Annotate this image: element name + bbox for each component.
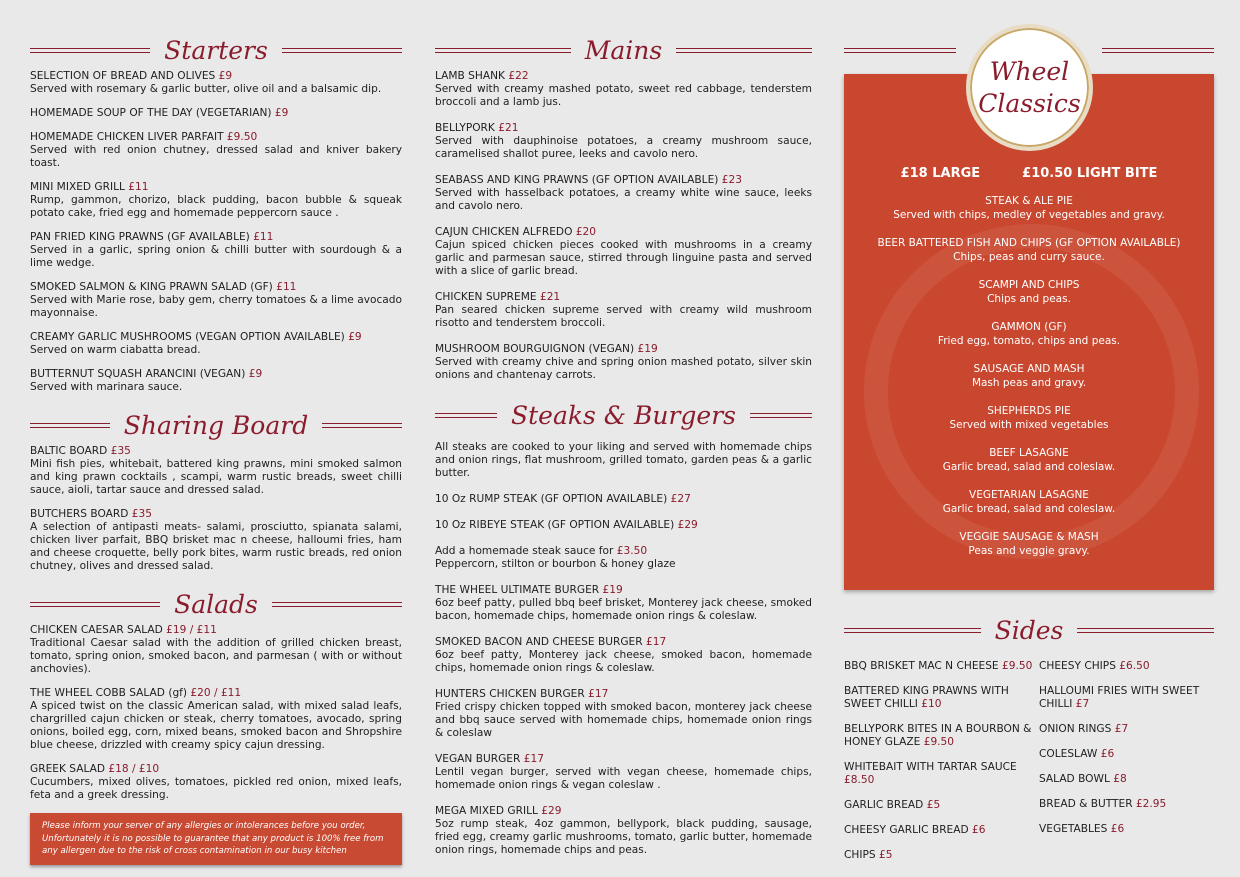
item-price: £7 xyxy=(1114,723,1129,735)
item-description: Served on warm ciabatta bread. xyxy=(30,344,201,356)
item-description: All steaks are cooked to your liking and served with homemade chips and onion rings, flat mushroom, grilled tomato, garden peas & a garlic butter. xyxy=(435,441,812,479)
item-name: HUNTERS CHICKEN BURGER xyxy=(435,688,585,700)
starters-heading xyxy=(30,30,402,70)
item-description: Pan seared chicken supreme served with creamy wild mushroom risotto and tenderstem broccoli. xyxy=(435,304,812,329)
item-price: £5 xyxy=(926,799,941,811)
item-price: £29 xyxy=(677,519,698,531)
item-title-line xyxy=(844,660,1039,673)
item-price: £9 xyxy=(274,107,289,119)
item-price: £18 / £10 xyxy=(108,763,160,775)
item-name: SMOKED SALMON & KING PRAWN SALAD (GF) xyxy=(30,281,273,293)
side-item xyxy=(844,761,1039,787)
side-item xyxy=(844,824,1039,837)
badge-line-1: Wheel xyxy=(989,56,1070,86)
item-title-line xyxy=(30,181,402,194)
mains-heading xyxy=(435,30,812,70)
item-description: Peas and veggie gravy. xyxy=(968,545,1090,557)
salads-heading xyxy=(30,584,402,624)
item-description: Fried egg, tomato, chips and peas. xyxy=(937,335,1121,347)
item-price: £17 xyxy=(645,636,667,648)
menu-item xyxy=(435,343,812,382)
item-title-line xyxy=(435,688,812,701)
item-price: £2.95 xyxy=(1135,798,1167,810)
item-title-line xyxy=(1039,660,1214,673)
item-name: BEEF LASAGNE xyxy=(989,447,1069,459)
item-price: £5 xyxy=(878,849,893,861)
item-price: £17 xyxy=(588,688,609,700)
item-price: £20 / £11 xyxy=(190,687,242,699)
item-description: Mini fish pies, whitebait, battered king prawns, mini smoked salmon and king prawn cocktails , scampi, warm rustic breads, sweet chilli sauce, aioli, tartar sauce and dressed salad. xyxy=(30,458,402,496)
menu-item xyxy=(30,107,402,120)
item-name: SELECTION OF BREAD AND OLIVES xyxy=(30,70,216,82)
item-title-line xyxy=(30,70,402,83)
item-price: £6 xyxy=(1100,748,1115,760)
item-description: Cajun spiced chicken pieces cooked with mushrooms in a creamy garlic and parmesan sauce, stirred through linguine pasta and served with a slice of garlic bread. xyxy=(435,239,812,277)
classic-item xyxy=(844,446,1214,488)
item-title-line xyxy=(30,624,402,637)
item-description: Served with creamy mashed potato, sweet red cabbage, tenderstem broccoli and a lamb jus. xyxy=(435,83,812,108)
item-name: GARLIC BREAD xyxy=(844,799,924,811)
item-price: £9.50 xyxy=(923,736,955,748)
item-title-line xyxy=(1039,723,1214,736)
item-price: £11 xyxy=(128,181,149,193)
item-name: CHIPS xyxy=(844,849,876,861)
right-column xyxy=(844,30,1214,861)
item-name: 10 Oz RUMP STEAK (GF OPTION AVAILABLE) xyxy=(435,493,668,505)
price-large: £18 LARGE xyxy=(900,166,981,181)
item-price: £9 xyxy=(348,331,362,343)
menu-item xyxy=(30,687,402,752)
item-description: Served with red onion chutney, dressed salad and kniver bakery toast. xyxy=(30,144,402,169)
side-item xyxy=(844,849,1039,862)
classic-item xyxy=(844,488,1214,530)
item-price: £35 xyxy=(131,508,152,520)
item-title-line xyxy=(844,685,1039,711)
item-name: PAN FRIED KING PRAWNS (GF AVAILABLE) xyxy=(30,231,250,243)
item-title-line xyxy=(435,805,812,818)
item-title-line xyxy=(1039,823,1214,836)
classic-item xyxy=(844,530,1214,572)
item-price: £3.50 xyxy=(616,545,648,557)
classic-item xyxy=(844,194,1214,236)
item-title-line xyxy=(435,584,812,597)
section-title: Sides xyxy=(994,615,1064,645)
item-name: SAUSAGE AND MASH xyxy=(973,363,1085,375)
item-description: Peppercorn, stilton or bourbon & honey glaze xyxy=(435,558,676,570)
item-description: Served in a garlic, spring onion & chilli butter with sourdough & a lime wedge. xyxy=(30,244,402,269)
item-title-line xyxy=(30,445,402,458)
steaks-heading xyxy=(435,395,812,435)
item-name: BEER BATTERED FISH AND CHIPS (GF OPTION AVAILABLE) xyxy=(877,237,1181,249)
section-title: Starters xyxy=(164,35,268,65)
menu-item xyxy=(435,291,812,330)
menu-item xyxy=(30,445,402,497)
item-title-line xyxy=(30,131,402,144)
item-title-line xyxy=(435,70,812,83)
side-item xyxy=(844,799,1039,812)
side-item xyxy=(1039,823,1214,836)
item-title-line xyxy=(30,107,402,120)
item-name: BBQ BRISKET MAC N CHEESE xyxy=(844,660,999,672)
item-name: BALTIC BOARD xyxy=(30,445,108,457)
item-title-line xyxy=(435,174,812,187)
heading-rule xyxy=(844,48,956,53)
menu-item xyxy=(435,493,812,506)
menu-item xyxy=(30,624,402,676)
menu-item xyxy=(435,70,812,109)
item-price: £19 / £11 xyxy=(166,624,217,636)
item-name: Add a homemade steak sauce for xyxy=(435,545,614,557)
item-price: £9 xyxy=(248,368,263,380)
steaks-intro xyxy=(435,441,812,480)
item-price: £35 xyxy=(110,445,131,457)
item-name: BELLYPORK BITES IN A BOURBON & HONEY GLAZE xyxy=(844,723,1032,748)
menu-item xyxy=(30,131,402,170)
item-name: THE WHEEL COBB SALAD (gf) xyxy=(30,687,188,699)
item-title-line xyxy=(435,636,812,649)
price-light-bite: £10.50 LIGHT BITE xyxy=(1022,166,1158,181)
item-title-line xyxy=(30,231,402,244)
item-description: A selection of antipasti meats- salami, prosciutto, spianata salami, chicken liver parfait, BBQ brisket mac n cheese, halloumi fries, ham and cheese croquette, belly pork bites, warm rustic breads, red onion chutney, olives and dressed salad. xyxy=(30,521,402,572)
item-title-line xyxy=(435,493,812,506)
item-name: CREAMY GARLIC MUSHROOMS (VEGAN OPTION AVAILABLE) xyxy=(30,331,345,343)
menu-item xyxy=(30,181,402,220)
item-price: £10 xyxy=(921,698,942,710)
item-price: £11 xyxy=(253,231,274,243)
item-title-line xyxy=(30,687,402,700)
sides-right-list xyxy=(1039,660,1214,874)
item-description: Served with rosemary & garlic butter, olive oil and a balsamic dip. xyxy=(30,83,382,95)
heading-rule xyxy=(30,602,160,607)
item-name: CHICKEN SUPREME xyxy=(435,291,537,303)
item-description: 6oz beef patty, Monterey jack cheese, smoked bacon, homemade chips, homemade onion rings & coleslaw. xyxy=(435,649,812,674)
item-price: £6.50 xyxy=(1119,660,1150,672)
classic-item xyxy=(844,320,1214,362)
item-description: Cucumbers, mixed olives, tomatoes, pickled red onion, mixed leafs, feta and a greek dressing. xyxy=(30,776,402,801)
item-price: £27 xyxy=(670,493,691,505)
heading-rule xyxy=(676,48,812,53)
classic-item xyxy=(844,404,1214,446)
item-name: BUTTERNUT SQUASH ARANCINI (VEGAN) xyxy=(30,368,246,380)
item-description: 5oz rump steak, 4oz gammon, bellypork, black pudding, sausage, fried egg, creamy garlic mushrooms, tomato, garlic butter, homemade onion rings, homemade chips and peas. xyxy=(435,818,812,856)
item-price: £29 xyxy=(541,805,562,817)
item-name: BATTERED KING PRAWNS WITH SWEET CHILLI xyxy=(844,685,1009,710)
item-title-line xyxy=(435,545,812,558)
item-title-line xyxy=(1039,798,1214,811)
menu-item xyxy=(435,636,812,675)
heading-rule xyxy=(272,602,402,607)
item-name: GAMMON (GF) xyxy=(991,321,1067,333)
sharing-heading xyxy=(30,405,402,445)
section-title: Salads xyxy=(174,589,258,619)
menu-item xyxy=(435,584,812,623)
item-title-line xyxy=(1039,773,1214,786)
sides-left-list xyxy=(844,660,1039,874)
side-item xyxy=(1039,723,1214,736)
item-price: £19 xyxy=(637,343,658,355)
item-title-line xyxy=(1039,685,1214,711)
item-description: 6oz beef patty, pulled bbq beef brisket, Monterey jack cheese, smoked bacon, homemade chips, homemade onion rings & coleslaw. xyxy=(435,597,812,622)
item-name: ONION RINGS xyxy=(1039,723,1112,735)
left-column xyxy=(30,30,402,865)
item-title-line xyxy=(435,291,812,304)
item-title-line xyxy=(844,849,1039,862)
item-description: Served with chips, medley of vegetables and gravy. xyxy=(893,209,1165,221)
starters-list xyxy=(30,70,402,394)
item-price: £20 xyxy=(575,226,597,238)
item-title-line xyxy=(30,763,402,776)
item-name: SALAD BOWL xyxy=(1039,773,1110,785)
classics-list xyxy=(844,194,1214,572)
item-price: £17 xyxy=(523,753,544,765)
item-description: Served with mixed vegetables xyxy=(949,419,1109,431)
section-title: Steaks & Burgers xyxy=(511,400,736,430)
menu-item xyxy=(30,508,402,573)
side-item xyxy=(1039,748,1214,761)
item-price: £22 xyxy=(508,70,529,82)
item-name: COLESLAW xyxy=(1039,748,1098,760)
item-price: £9.50 xyxy=(226,131,258,143)
item-name: STEAK & ALE PIE xyxy=(985,195,1073,207)
menu-item xyxy=(30,231,402,270)
item-name: SHEPHERDS PIE xyxy=(987,405,1071,417)
menu-item xyxy=(435,226,812,278)
classic-item xyxy=(844,362,1214,404)
menu-item xyxy=(435,519,812,532)
item-title-line xyxy=(435,122,812,135)
item-price: £19 xyxy=(602,584,623,596)
item-description: Mash peas and gravy. xyxy=(971,377,1087,389)
allergy-notice: Please inform your server of any allergies or intolerances before you order, Unfortunately it is no possible to guarantee that any product is 100% free from any allergen due to the risk of cross contamination in our busy kitchen xyxy=(30,813,402,865)
item-title-line xyxy=(1039,748,1214,761)
menu-item xyxy=(435,753,812,792)
sharing-list xyxy=(30,445,402,573)
heading-rule xyxy=(30,423,110,428)
item-price: £9.50 xyxy=(1002,660,1033,672)
item-title-line xyxy=(30,281,402,294)
salads-list xyxy=(30,624,402,802)
heading-rule xyxy=(435,48,571,53)
item-description: Served with dauphinoise potatoes, a creamy mushroom sauce, caramelised shallot puree, leeks and cavolo nero. xyxy=(435,135,812,160)
menu-item xyxy=(435,545,812,571)
item-name: THE WHEEL ULTIMATE BURGER xyxy=(435,584,600,596)
sides-section xyxy=(844,610,1214,874)
item-title-line xyxy=(844,761,1039,787)
item-name: HALLOUMI FRIES WITH SWEET CHILLI xyxy=(1039,685,1200,710)
heading-rule xyxy=(30,48,150,53)
item-description: Served with creamy chive and spring onion mashed potato, silver skin onions and chantenay carrots. xyxy=(435,356,812,381)
item-description: Lentil vegan burger, served with vegan cheese, homemade chips, homemade onion rings & vegan coleslaw . xyxy=(435,766,812,791)
side-item xyxy=(844,685,1039,711)
item-name: VEGGIE SAUSAGE & MASH xyxy=(959,531,1099,543)
item-title-line xyxy=(844,824,1039,837)
classic-item xyxy=(844,278,1214,320)
wheel-classics-panel xyxy=(844,74,1214,590)
side-item xyxy=(1039,798,1214,811)
item-title-line xyxy=(435,343,812,356)
side-item xyxy=(1039,660,1214,673)
menu-item xyxy=(435,688,812,740)
item-price: £8.50 xyxy=(844,774,875,786)
heading-rule xyxy=(750,413,812,418)
item-description: Served with marinara sauce. xyxy=(30,381,183,393)
item-title-line xyxy=(30,368,402,381)
sides-heading xyxy=(844,610,1214,650)
item-name: GREEK SALAD xyxy=(30,763,105,775)
item-title-line xyxy=(435,753,812,766)
item-name: CHEESY CHIPS xyxy=(1039,660,1116,672)
item-price: £21 xyxy=(539,291,561,303)
item-price: £9 xyxy=(218,70,233,82)
item-name: MEGA MIXED GRILL xyxy=(435,805,538,817)
heading-rule xyxy=(435,413,497,418)
middle-column xyxy=(435,30,812,870)
item-price: £23 xyxy=(721,174,743,186)
item-name: SEABASS AND KING PRAWNS (GF OPTION AVAILABLE) xyxy=(435,174,719,186)
menu-item xyxy=(30,763,402,802)
item-title-line xyxy=(30,508,402,521)
side-item xyxy=(1039,773,1214,786)
section-title: Mains xyxy=(584,35,663,65)
menu-item xyxy=(30,331,402,357)
item-description: Chips, peas and curry sauce. xyxy=(953,251,1105,263)
item-price: £6 xyxy=(972,824,986,836)
item-description: A spiced twist on the classic American salad, with mixed salad leafs, chargrilled cajun chicken or steak, cherry tomatoes, avocado, spring onions, boiled egg, corn, mixed beans, smoked bacon and Shropshire blue cheese, drizzled with creamy spicy cajun dressing. xyxy=(30,700,402,751)
item-name: CHEESY GARLIC BREAD xyxy=(844,824,969,836)
item-price: £7 xyxy=(1075,698,1090,710)
item-name: LAMB SHANK xyxy=(435,70,505,82)
steaks-list xyxy=(435,493,812,857)
classic-item xyxy=(844,236,1214,278)
item-description: Served with hasselback potatoes, a creamy white wine sauce, leeks and cavolo nero. xyxy=(435,187,812,212)
menu-item xyxy=(435,174,812,213)
item-name: BUTCHERS BOARD xyxy=(30,508,129,520)
badge-line-2: Classics xyxy=(978,88,1081,118)
menu-item xyxy=(30,70,402,96)
item-name: CAJUN CHICKEN ALFREDO xyxy=(435,226,573,238)
item-name: SCAMPI AND CHIPS xyxy=(978,279,1080,291)
menu-item xyxy=(30,281,402,320)
item-price: £6 xyxy=(1110,823,1125,835)
heading-rule xyxy=(844,628,981,633)
heading-rule xyxy=(282,48,402,53)
item-title-line xyxy=(30,331,402,344)
item-price: £8 xyxy=(1113,773,1127,785)
item-name: BELLYPORK xyxy=(435,122,495,134)
item-name: VEGAN BURGER xyxy=(435,753,521,765)
side-item xyxy=(844,660,1039,673)
sides-grid xyxy=(844,660,1214,874)
item-title-line xyxy=(844,799,1039,812)
item-name: VEGETARIAN LASAGNE xyxy=(969,489,1089,501)
heading-rule xyxy=(322,423,402,428)
heading-rule xyxy=(1102,48,1214,53)
item-name: HOMEMADE CHICKEN LIVER PARFAIT xyxy=(30,131,224,143)
item-title-line xyxy=(844,723,1039,749)
heading-rule xyxy=(1077,628,1214,633)
side-item xyxy=(1039,685,1214,711)
item-description: Garlic bread, salad and coleslaw. xyxy=(942,461,1116,473)
classics-prices xyxy=(844,166,1214,181)
item-name: MUSHROOM BOURGUIGNON (VEGAN) xyxy=(435,343,635,355)
item-description: Garlic bread, salad and coleslaw. xyxy=(942,503,1116,515)
item-description: Traditional Caesar salad with the addition of grilled chicken breast, tomato, spring onion, smoked bacon, and parmesan ( with or without anchovies). xyxy=(30,637,402,675)
menu-item xyxy=(435,122,812,161)
item-description: Served with Marie rose, baby gem, cherry tomatoes & a lime avocado mayonnaise. xyxy=(30,294,402,319)
item-name: MINI MIXED GRILL xyxy=(30,181,125,193)
item-price: £21 xyxy=(498,122,519,134)
item-name: CHICKEN CAESAR SALAD xyxy=(30,624,163,636)
item-description: Chips and peas. xyxy=(987,293,1071,305)
item-name: WHITEBAIT WITH TARTAR SAUCE xyxy=(844,761,1017,773)
wheel-classics-badge xyxy=(966,24,1093,151)
item-name: HOMEMADE SOUP OF THE DAY (VEGETARIAN) xyxy=(30,107,272,119)
item-name: VEGETABLES xyxy=(1039,823,1108,835)
section-title: Sharing Board xyxy=(123,410,309,440)
item-title-line xyxy=(435,519,812,532)
item-name: SMOKED BACON AND CHEESE BURGER xyxy=(435,636,643,648)
item-name: BREAD & BUTTER xyxy=(1039,798,1133,810)
side-item xyxy=(844,723,1039,749)
item-description: Rump, gammon, chorizo, black pudding, bacon bubble & squeak potato cake, fried egg and homemade peppercorn sauce . xyxy=(30,194,402,219)
mains-list xyxy=(435,70,812,382)
item-name: 10 Oz RIBEYE STEAK (GF OPTION AVAILABLE) xyxy=(435,519,675,531)
item-title-line xyxy=(435,226,812,239)
menu-item xyxy=(30,368,402,394)
menu-item xyxy=(435,805,812,857)
item-price: £11 xyxy=(276,281,297,293)
item-description: Fried crispy chicken topped with smoked bacon, monterey jack cheese and bbq sauce served with homemade chips, homemade onion rings & coleslaw xyxy=(435,701,812,739)
